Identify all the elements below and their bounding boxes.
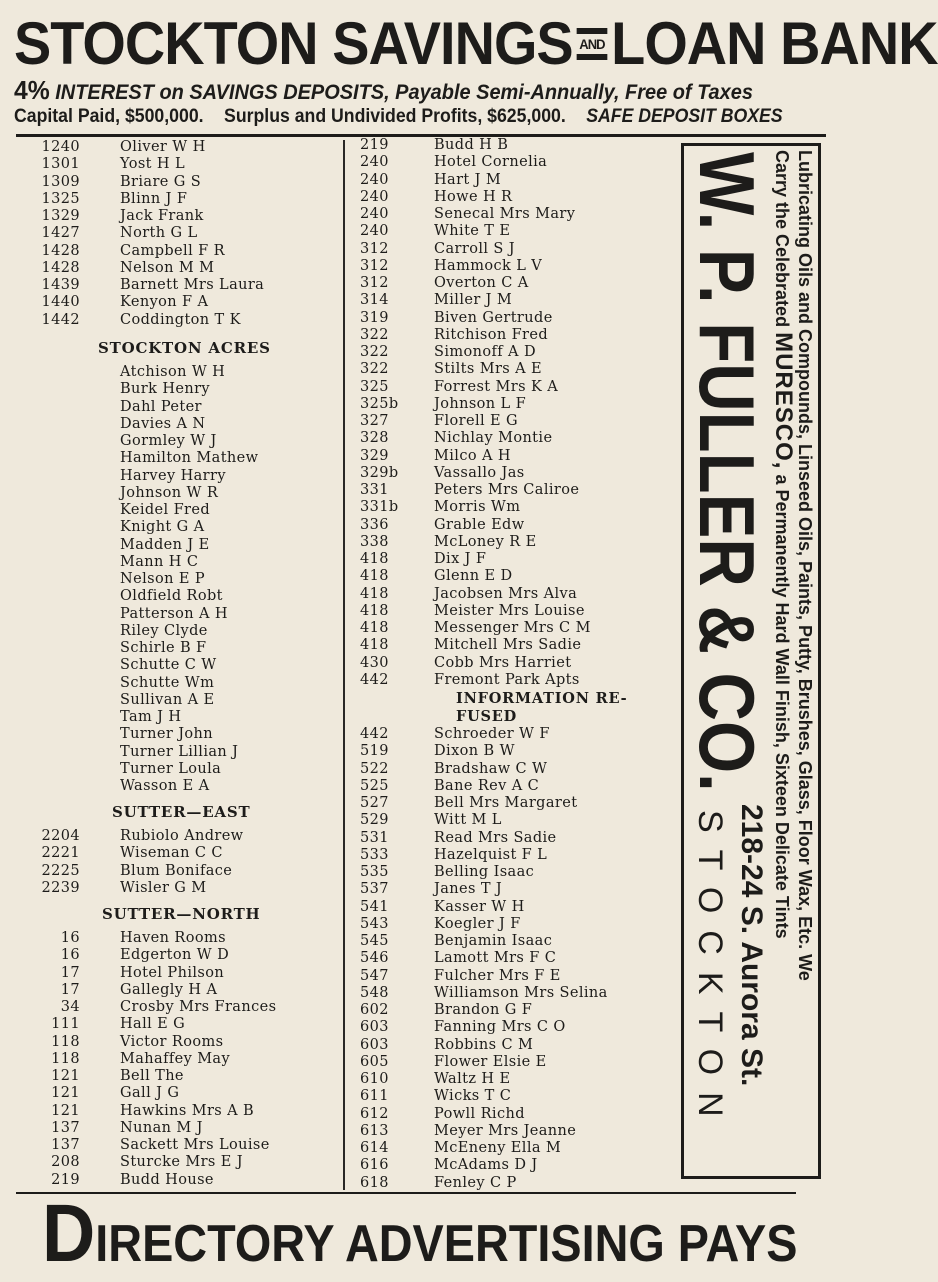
entry-name: Florell E G (434, 413, 519, 429)
entry-name: Riley Clyde (120, 622, 208, 639)
entry-name: Madden J E (120, 536, 210, 553)
entry-name: Yost H L (120, 156, 186, 173)
entry-number: 240 (360, 223, 389, 240)
entry-name: Johnson L F (434, 395, 527, 412)
entry-number: 1428 (41, 259, 80, 276)
entry-name: Turner John (120, 726, 214, 743)
entry-name: Mann H C (120, 553, 199, 570)
entry-number: 219 (360, 137, 389, 153)
entry-name: McLoney R E (434, 533, 537, 550)
entry-number: 17 (60, 964, 80, 981)
entry-name: White T E (434, 223, 511, 240)
entry-name: Bradshaw C W (434, 760, 548, 777)
entry-name: Nelson M M (120, 259, 215, 276)
entry-name: Nichlay Montie (434, 430, 553, 447)
entry-name: Mahaffey May (120, 1050, 231, 1067)
footer-slogan (42, 1188, 798, 1279)
entry-number: 527 (360, 795, 389, 811)
entry-name: Turner Loula (120, 760, 222, 777)
entry-name: Miller J M (434, 292, 513, 309)
entry-number: 529 (360, 812, 389, 829)
entry-number: 17 (60, 981, 80, 998)
information-refused-line1: INFORMATION RE- (456, 690, 628, 707)
entry-number: 531 (360, 829, 389, 846)
entry-number: 610 (360, 1071, 389, 1087)
capital-line (14, 104, 783, 130)
entry-name: Peters Mrs Caliroe (434, 482, 580, 498)
entry-number: 535 (360, 864, 389, 880)
entry-name: Read Mrs Sadie (434, 829, 557, 846)
entry-name: Rubiolo Andrew (120, 828, 244, 844)
entry-number: 418 (360, 568, 389, 585)
entry-name: Gallegly H A (120, 981, 218, 998)
entry-name: Grable Edw (434, 516, 525, 533)
entry-number: 2204 (41, 828, 80, 844)
entry-number: 1439 (41, 277, 80, 293)
entry-name: Patterson A H (120, 605, 228, 622)
bank-title-left: STOCKTON SAVINGS (14, 10, 573, 77)
entry-number: 240 (360, 171, 389, 188)
entry-name: Wisler G M (120, 879, 207, 896)
entry-number: 322 (360, 361, 389, 378)
entry-name: Carroll S J (434, 240, 515, 257)
entry-number: 618 (360, 1174, 389, 1191)
section-heading-sutter-east: SUTTER—EAST (112, 803, 251, 821)
entry-name: Budd H B (434, 137, 509, 153)
entry-number: 240 (360, 188, 389, 205)
entry-name: Blum Boniface (120, 862, 233, 879)
entry-name: Sackett Mrs Louise (120, 1137, 270, 1153)
entry-name: Forrest Mrs K A (434, 378, 559, 395)
ad-firm-name: W. P. FULLER & CO. (683, 152, 771, 792)
entry-name: Edgerton W D (120, 947, 230, 964)
bank-title (14, 8, 938, 80)
entry-name: Campbell F R (120, 242, 225, 259)
entry-number: 319 (360, 309, 389, 326)
entry-number: 418 (360, 602, 389, 619)
entry-number: 522 (360, 760, 389, 777)
entry-number: 336 (360, 516, 389, 533)
entry-number: 314 (360, 292, 389, 309)
entry-number: 614 (360, 1140, 389, 1156)
entry-name: Witt M L (434, 812, 502, 829)
interest-percent: 4% (14, 75, 50, 105)
entry-name: Jacobsen Mrs Alva (434, 585, 578, 602)
entry-number: 2225 (41, 862, 80, 879)
entry-number: 548 (360, 984, 389, 1001)
entry-number: 325b (360, 395, 399, 412)
entry-number: 533 (360, 846, 389, 863)
entry-name: Koegler J F (434, 915, 521, 932)
entry-name: Wiseman C C (120, 845, 223, 862)
entry-number: 208 (51, 1154, 80, 1171)
entry-name: Oliver W H (120, 139, 206, 155)
entry-number: 613 (360, 1122, 389, 1139)
entry-name: Hotel Cornelia (434, 154, 548, 171)
entry-number: 541 (360, 898, 389, 915)
entry-name: Keidel Fred (120, 502, 211, 518)
entry-name: Howe H R (434, 188, 513, 205)
entry-name: Harvey Harry (120, 467, 226, 484)
entry-number: 418 (360, 637, 389, 654)
entry-name: Knight G A (120, 519, 205, 536)
entry-number: 418 (360, 551, 389, 567)
entry-name: Schirle B F (120, 640, 207, 656)
entry-name: Messenger Mrs C M (434, 620, 591, 636)
interest-line (14, 76, 793, 104)
entry-name: Biven Gertrude (434, 309, 553, 326)
column-divider (343, 140, 345, 1190)
bank-title-right: LOAN BANK (611, 10, 938, 77)
entry-number: 16 (60, 930, 80, 946)
ad-description-line1: Lubricating Oils and Compounds, Linseed Oils, Paints, Putty, Brushes, Glass, Floor Wax, Etc. We (795, 150, 815, 981)
header-rule (16, 134, 826, 137)
entry-number: 240 (360, 154, 389, 171)
entry-name: Williamson Mrs Selina (434, 984, 608, 1001)
entry-name: Jack Frank (120, 208, 204, 224)
section-heading-stockton-acres: STOCKTON ACRES (98, 339, 271, 357)
ad-city: STOCKTON (691, 810, 729, 1134)
footer-drop-letter: D (42, 1188, 96, 1279)
entry-name: Schutte Wm (120, 674, 215, 691)
entry-number: 442 (360, 726, 389, 742)
entry-number: 338 (360, 533, 389, 550)
entry-number: 545 (360, 933, 389, 949)
entry-number: 605 (360, 1053, 389, 1070)
entry-name: Schroeder W F (434, 726, 550, 742)
entry-number: 418 (360, 620, 389, 636)
entry-name: Briare G S (120, 173, 202, 190)
entry-number: 322 (360, 344, 389, 360)
entry-name: Morris Wm (434, 499, 521, 516)
entry-name: Meyer Mrs Jeanne (434, 1122, 577, 1139)
entry-number: 418 (360, 585, 389, 602)
entry-name: Fenley C P (434, 1174, 517, 1191)
footer-text: IRECTORY ADVERTISING PAYS (95, 1215, 798, 1273)
entry-name: Dixon B W (434, 743, 515, 760)
entry-name: Ritchison Fred (434, 326, 549, 343)
entry-number: 537 (360, 881, 389, 898)
entry-name: McEneny Ella M (434, 1140, 562, 1156)
entry-number: 1309 (41, 173, 80, 190)
entry-name: Brandon G F (434, 1002, 533, 1018)
ad-desc2-pre: Carry the Celebrated (772, 150, 792, 328)
entry-name: Hotel Philson (120, 964, 225, 981)
entry-name: Atchison W H (120, 364, 226, 380)
entry-name: Nunan M J (120, 1119, 203, 1136)
entry-number: 519 (360, 743, 389, 760)
entry-name: Fanning Mrs C O (434, 1019, 566, 1036)
entry-name: Johnson W R (120, 484, 219, 501)
interest-text: INTEREST on SAVINGS DEPOSITS, Payable Semi-Annually, Free of Taxes (55, 81, 753, 104)
entry-name: Hazelquist F L (434, 846, 548, 863)
entry-number: 312 (360, 275, 389, 291)
entry-number: 602 (360, 1002, 389, 1018)
entry-number: 329b (360, 464, 399, 481)
entry-name: Wicks T C (434, 1088, 512, 1105)
surplus-text: Surplus and Undivided Profits, $625,000. (224, 106, 566, 127)
entry-name: Flower Elsie E (434, 1053, 547, 1070)
entry-name: Dix J F (434, 551, 487, 567)
entry-name: Bane Rev A C (434, 777, 540, 794)
entry-name: Sullivan A E (120, 691, 215, 708)
entry-number: 1240 (41, 139, 80, 155)
fuller-ad-rotated (684, 146, 818, 1176)
entry-name: Crosby Mrs Frances (120, 999, 277, 1015)
ad-address: 218-24 S. Aurora St. (735, 804, 768, 1087)
entry-number: 547 (360, 967, 389, 984)
entry-name: Gall J G (120, 1085, 180, 1102)
entry-name: Stilts Mrs A E (434, 361, 543, 378)
entry-number: 322 (360, 326, 389, 343)
entry-number: 118 (51, 1033, 80, 1050)
entry-number: 1428 (41, 242, 80, 259)
entry-number: 1442 (41, 311, 80, 328)
ad-desc2-post: a Permanently Hard Wall Finish, Sixteen Delicate Tints (772, 474, 792, 939)
entry-number: 2239 (41, 879, 80, 896)
entry-name: Lamott Mrs F C (434, 950, 557, 967)
ad-muresco: MURESCO, (770, 332, 797, 470)
information-refused-line2: FUSED (456, 708, 518, 725)
entry-name: Gormley W J (120, 433, 217, 449)
entry-name: Dahl Peter (120, 398, 202, 415)
entry-name: Milco A H (434, 447, 511, 464)
entry-name: Haven Rooms (120, 930, 226, 946)
entry-name: Senecal Mrs Mary (434, 206, 576, 222)
section-heading-sutter-north: SUTTER—NORTH (102, 905, 261, 923)
entry-number: 325 (360, 378, 389, 395)
safe-deposit-text: SAFE DEPOSIT BOXES (586, 106, 783, 127)
entry-name: Overton C A (434, 275, 529, 291)
entry-number: 328 (360, 430, 389, 447)
entry-name: Hall E G (120, 1016, 186, 1033)
entry-name: Oldfield Robt (120, 588, 223, 605)
entry-number: 118 (51, 1050, 80, 1067)
entry-number: 616 (360, 1157, 389, 1174)
entry-number: 442 (360, 671, 389, 688)
entry-name: Schutte C W (120, 657, 217, 674)
entry-name: Cobb Mrs Harriet (434, 654, 572, 671)
entry-number: 312 (360, 240, 389, 257)
entry-name: Powll Richd (434, 1105, 525, 1122)
entry-name: Wasson E A (120, 778, 210, 794)
entry-name: Mitchell Mrs Sadie (434, 637, 582, 654)
entry-number: 611 (360, 1088, 389, 1105)
entry-number: 16 (60, 947, 80, 964)
fuller-ad (681, 143, 821, 1179)
entry-name: Turner Lillian J (120, 743, 239, 760)
entry-name: Robbins C M (434, 1036, 534, 1053)
entry-number: 1440 (41, 294, 80, 311)
entry-name: Meister Mrs Louise (434, 602, 585, 619)
entry-number: 121 (51, 1085, 80, 1102)
entry-name: Fulcher Mrs F E (434, 967, 561, 984)
entry-number: 34 (60, 999, 80, 1015)
entry-number: 331 (360, 482, 389, 498)
entry-name: Davies A N (120, 415, 206, 432)
bank-title-and: AND (576, 28, 607, 60)
entry-name: Waltz H E (434, 1071, 511, 1087)
entry-number: 2221 (41, 845, 80, 862)
entry-name: Kenyon F A (120, 294, 209, 311)
entry-number: 1427 (41, 225, 80, 242)
entry-number: 603 (360, 1019, 389, 1036)
entry-number: 543 (360, 915, 389, 932)
entry-number: 331b (360, 499, 399, 516)
entry-number: 1301 (41, 156, 80, 173)
entry-number: 1325 (41, 190, 80, 207)
entry-name: North G L (120, 225, 198, 242)
entry-number: 327 (360, 413, 389, 429)
entry-number: 121 (51, 1102, 80, 1119)
entry-number: 525 (360, 777, 389, 794)
entry-name: Janes T J (434, 881, 503, 898)
entry-number: 312 (360, 257, 389, 274)
entry-number: 137 (51, 1137, 80, 1153)
entry-name: Sturcke Mrs E J (120, 1154, 243, 1171)
entry-name: Hamilton Mathew (120, 450, 259, 467)
entry-number: 121 (51, 1068, 80, 1084)
entry-name: McAdams D J (434, 1157, 538, 1174)
entry-name: Simonoff A D (434, 344, 536, 360)
entry-name: Fremont Park Apts (434, 671, 580, 688)
entry-number: 240 (360, 206, 389, 222)
entry-number: 1329 (41, 208, 80, 224)
entry-name: Victor Rooms (120, 1033, 224, 1050)
capital-text: Capital Paid, $500,000. (14, 106, 204, 127)
entry-name: Nelson E P (120, 571, 205, 587)
entry-number: 430 (360, 654, 389, 671)
ad-description-line2 (770, 150, 796, 1174)
entry-name: Glenn E D (434, 568, 513, 585)
entry-name: Burk Henry (120, 381, 211, 398)
entry-name: Belling Isaac (434, 864, 535, 880)
entry-name: Bell Mrs Margaret (434, 795, 578, 811)
entry-name: Budd House (120, 1171, 214, 1188)
entry-name: Hart J M (434, 171, 502, 188)
entry-number: 612 (360, 1105, 389, 1122)
entry-number: 137 (51, 1119, 80, 1136)
entry-name: Hammock L V (434, 257, 543, 274)
entry-name: Barnett Mrs Laura (120, 277, 265, 293)
entry-name: Bell The (120, 1068, 184, 1084)
entry-number: 546 (360, 950, 389, 967)
entry-name: Vassallo Jas (434, 464, 525, 481)
entry-name: Tam J H (120, 709, 182, 725)
entry-number: 603 (360, 1036, 389, 1053)
entry-name: Coddington T K (120, 311, 241, 328)
entry-name: Benjamin Isaac (434, 933, 553, 949)
entry-number: 111 (51, 1016, 80, 1033)
footer-rule (16, 1192, 796, 1194)
entry-name: Hawkins Mrs A B (120, 1102, 255, 1119)
entry-name: Blinn J F (120, 190, 188, 207)
entry-name: Kasser W H (434, 898, 525, 915)
entry-number: 329 (360, 447, 389, 464)
entry-number: 219 (51, 1171, 80, 1188)
